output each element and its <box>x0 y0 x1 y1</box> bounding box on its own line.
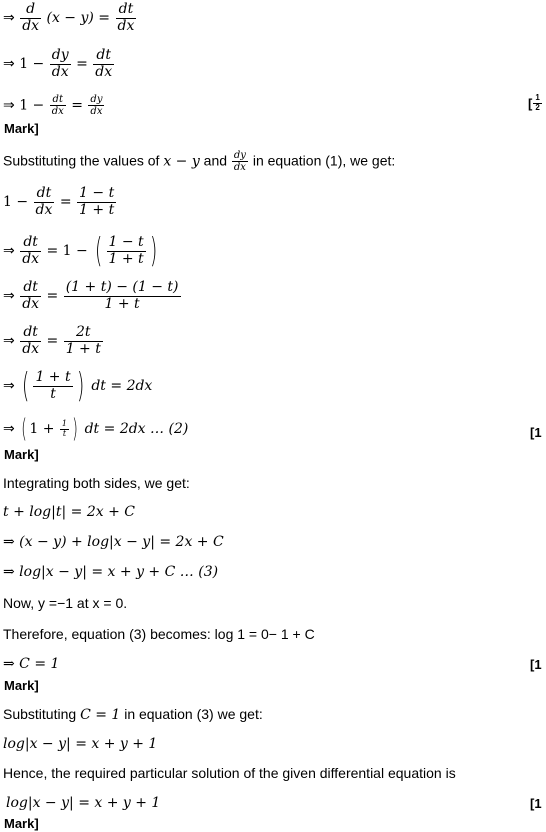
fraction-d-dx: $\frac{d}{dx}$ <box>22 1 40 34</box>
mark-label: Mark] <box>4 816 39 831</box>
equation-line-6: ⇒ $\frac{dt}{dx}$ = 1 − ( $\frac{1 - t}{1 + t}$ ) <box>3 231 157 271</box>
text-equation-becomes: Therefore, equation (3) becomes: log 1 = 0− 1 + C <box>3 626 315 642</box>
fraction-dt-dx: $\frac{dt}{dx}$ <box>95 47 113 80</box>
equation-line-3: ⇒ 1 − $\frac{dt}{dx}$ = $\frac{dy}{dx}$ <box>3 94 103 118</box>
mark-label: Mark] <box>4 678 39 693</box>
equation-line-10: ⇒ ( 1 + $\frac{1}{t}$ ) dt = 2dx … (2) <box>3 414 189 444</box>
equation-line-2: ⇒ 1 − $\frac{dy}{dx}$ = $\frac{dt}{dx}$ <box>3 47 113 80</box>
equation-line-17: ⇒ C = 1 <box>3 656 60 672</box>
fraction-dy-dx: $\frac{dy}{dx}$ <box>51 47 69 80</box>
equation-line-5: 1 − $\frac{dt}{dx}$ = $\frac{1 - t}{1 + t}$ <box>3 185 115 218</box>
equation-line-7: ⇒ $\frac{dt}{dx}$ = $\frac{(1 + t) - (1 - t)}{1 + t}$ <box>3 279 179 312</box>
mark-one: [1 <box>530 657 542 672</box>
fraction-dt-dx: $\frac{dt}{dx}$ <box>117 1 135 34</box>
final-solution: log|x − y| = x + y + 1 <box>6 795 161 811</box>
equation-line-8: ⇒ $\frac{dt}{dx}$ = $\frac{2t}{1 + t}$ <box>3 324 101 357</box>
equation-line-19: log|x − y| = x + y + 1 <box>3 736 158 752</box>
equation-line-14: ⇒ log|x − y| = x + y + C … (3) <box>3 564 219 580</box>
equation-line-1: ⇒ $\frac{d}{dx}$ (x − y) = $\frac{dt}{dx}$ <box>3 1 135 34</box>
mark-half: [ $\frac{1}{2}$ <box>528 93 540 112</box>
text-initial-condition: Now, y =−1 at x = 0. <box>3 595 128 611</box>
implies-symbol: ⇒ <box>3 10 15 27</box>
mark-label: Mark] <box>4 121 39 136</box>
mark-one: [1 <box>530 425 542 440</box>
fraction-dt-dx-small: $\frac{dt}{dx}$ <box>51 94 64 118</box>
text-substituting-c: Substituting C = 1 in equation (3) we get: <box>3 706 263 723</box>
equation-line-9: ⇒ ( $\frac{1 + t}{t}$ ) dt = 2dx <box>3 366 153 406</box>
fraction-dy-dx-small: $\frac{dy}{dx}$ <box>90 94 103 118</box>
equation-line-12: t + log|t| = 2x + C <box>3 504 135 520</box>
mark-one: [1 <box>530 796 542 811</box>
text-substituting-values: Substituting the values of x − y and $\frac{dy}{dx}$ in equation (1), we get: <box>3 150 396 174</box>
text-integrating: Integrating both sides, we get: <box>3 475 190 491</box>
text-conclusion: Hence, the required particular solution of the given differential equation is <box>3 765 456 781</box>
equation-line-13: ⇒ (x − y) + log|x − y| = 2x + C <box>3 534 224 550</box>
mark-label: Mark] <box>4 447 39 462</box>
